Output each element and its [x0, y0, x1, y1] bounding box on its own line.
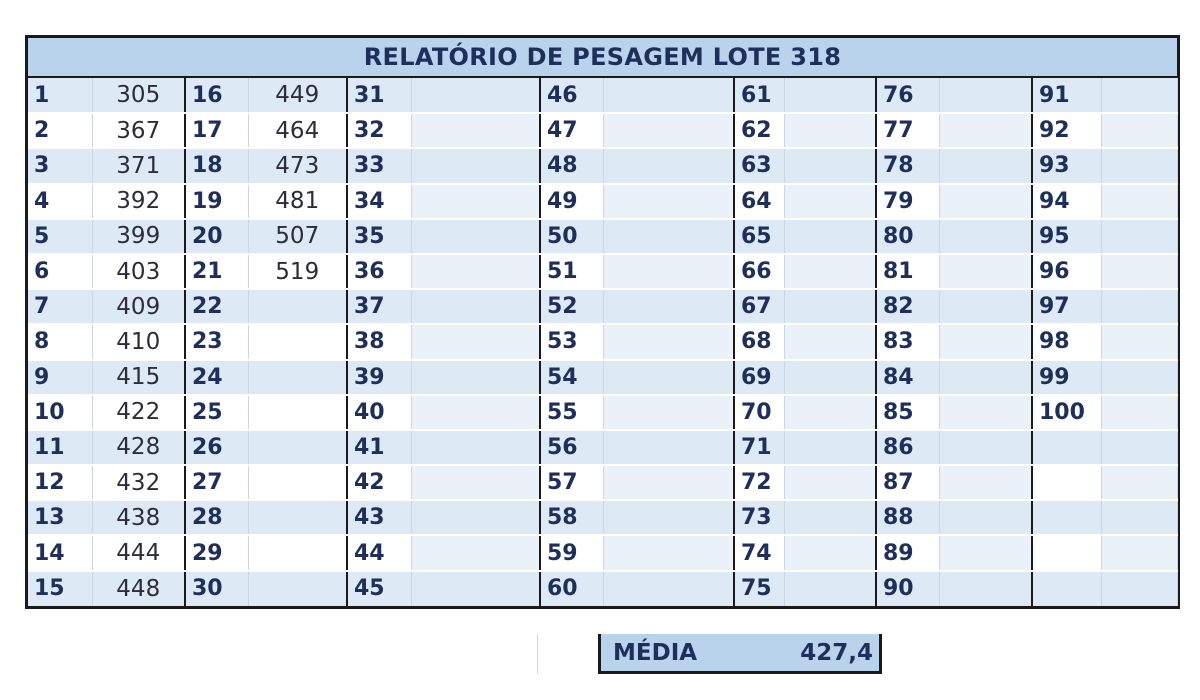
average-label: MÉDIA	[613, 639, 698, 666]
weight-cell	[603, 113, 734, 148]
weight-cell	[603, 535, 734, 570]
weight-cell	[411, 395, 540, 430]
weight-cell	[1101, 148, 1177, 183]
animal-number	[1032, 465, 1101, 500]
animal-number: 64	[734, 184, 784, 219]
weight-cell	[939, 254, 1032, 289]
weight-cell: 305	[92, 78, 185, 113]
weight-cell	[784, 289, 876, 324]
weight-cell	[411, 571, 540, 606]
animal-number: 17	[185, 113, 248, 148]
weight-cell	[784, 360, 876, 395]
animal-number: 41	[347, 430, 411, 465]
animal-number: 84	[876, 360, 939, 395]
animal-number: 8	[28, 324, 92, 359]
table-row	[28, 535, 1177, 570]
weight-cell	[248, 324, 347, 359]
animal-number: 35	[347, 219, 411, 254]
weight-cell	[603, 395, 734, 430]
weight-cell: 422	[92, 395, 185, 430]
table-row	[28, 324, 1177, 359]
animal-number: 12	[28, 465, 92, 500]
weight-cell: 410	[92, 324, 185, 359]
animal-number: 37	[347, 289, 411, 324]
animal-number: 55	[540, 395, 603, 430]
animal-number: 93	[1032, 148, 1101, 183]
weight-cell	[603, 500, 734, 535]
weight-cell	[248, 360, 347, 395]
animal-number: 23	[185, 324, 248, 359]
weight-cell	[603, 148, 734, 183]
animal-number: 46	[540, 78, 603, 113]
weight-cell	[784, 78, 876, 113]
weight-cell	[603, 184, 734, 219]
animal-number: 89	[876, 535, 939, 570]
weight-cell: 481	[248, 184, 347, 219]
animal-number: 21	[185, 254, 248, 289]
animal-number: 71	[734, 430, 784, 465]
animal-number: 11	[28, 430, 92, 465]
animal-number: 73	[734, 500, 784, 535]
animal-number: 86	[876, 430, 939, 465]
weight-cell: 449	[248, 78, 347, 113]
weight-cell	[603, 571, 734, 606]
weight-cell	[784, 500, 876, 535]
table-row	[28, 395, 1177, 430]
weight-cell	[411, 113, 540, 148]
average-value: 427,4	[800, 639, 873, 666]
animal-number: 77	[876, 113, 939, 148]
animal-number: 13	[28, 500, 92, 535]
animal-number: 30	[185, 571, 248, 606]
animal-number: 9	[28, 360, 92, 395]
animal-number: 45	[347, 571, 411, 606]
weight-cell: 444	[92, 535, 185, 570]
animal-number: 61	[734, 78, 784, 113]
weight-cell	[784, 254, 876, 289]
weight-cell: 403	[92, 254, 185, 289]
weight-cell: 473	[248, 148, 347, 183]
animal-number: 28	[185, 500, 248, 535]
animal-number: 47	[540, 113, 603, 148]
animal-number: 56	[540, 430, 603, 465]
animal-number: 18	[185, 148, 248, 183]
animal-number: 65	[734, 219, 784, 254]
weight-cell	[939, 430, 1032, 465]
weight-cell	[248, 465, 347, 500]
weight-cell	[411, 289, 540, 324]
weight-cell	[784, 465, 876, 500]
weight-cell: 399	[92, 219, 185, 254]
weight-cell	[784, 184, 876, 219]
weight-cell	[603, 289, 734, 324]
weight-cell: 409	[92, 289, 185, 324]
average-box	[598, 634, 882, 674]
weight-cell	[603, 360, 734, 395]
animal-number: 100	[1032, 395, 1101, 430]
animal-number: 20	[185, 219, 248, 254]
animal-number: 24	[185, 360, 248, 395]
animal-number: 91	[1032, 78, 1101, 113]
table-row	[28, 289, 1177, 324]
weight-cell	[1101, 254, 1177, 289]
weight-cell	[1101, 113, 1177, 148]
table-row	[28, 360, 1177, 395]
animal-number: 60	[540, 571, 603, 606]
animal-number: 95	[1032, 219, 1101, 254]
animal-number: 59	[540, 535, 603, 570]
weight-cell	[1101, 395, 1177, 430]
animal-number: 26	[185, 430, 248, 465]
animal-number: 51	[540, 254, 603, 289]
weight-cell	[411, 500, 540, 535]
animal-number	[1032, 500, 1101, 535]
weight-cell	[603, 324, 734, 359]
animal-number: 83	[876, 324, 939, 359]
weight-cell	[411, 360, 540, 395]
weight-cell	[411, 535, 540, 570]
weight-cell	[784, 571, 876, 606]
animal-number: 57	[540, 465, 603, 500]
weight-cell	[784, 113, 876, 148]
animal-number: 85	[876, 395, 939, 430]
animal-number: 90	[876, 571, 939, 606]
weight-cell	[939, 148, 1032, 183]
animal-number: 52	[540, 289, 603, 324]
weight-cell: 464	[248, 113, 347, 148]
weight-cell	[248, 500, 347, 535]
weight-cell	[784, 324, 876, 359]
weight-cell	[411, 324, 540, 359]
weight-cell	[603, 254, 734, 289]
weight-cell	[1101, 219, 1177, 254]
weight-cell	[411, 254, 540, 289]
weight-cell	[784, 535, 876, 570]
weight-cell	[411, 219, 540, 254]
animal-number: 81	[876, 254, 939, 289]
weight-cell	[1101, 289, 1177, 324]
animal-number: 6	[28, 254, 92, 289]
weight-cell	[1101, 324, 1177, 359]
weight-cell	[603, 465, 734, 500]
weight-cell: 392	[92, 184, 185, 219]
weight-cell	[939, 395, 1032, 430]
animal-number: 68	[734, 324, 784, 359]
weight-cell: 519	[248, 254, 347, 289]
weight-cell: 371	[92, 148, 185, 183]
table-row	[28, 148, 1177, 183]
animal-number: 50	[540, 219, 603, 254]
divider-line	[537, 634, 538, 674]
weight-cell: 415	[92, 360, 185, 395]
weight-cell	[411, 465, 540, 500]
weight-cell	[248, 535, 347, 570]
animal-number: 25	[185, 395, 248, 430]
animal-number: 32	[347, 113, 411, 148]
weighing-table	[28, 78, 1178, 606]
animal-number: 53	[540, 324, 603, 359]
animal-number	[1032, 430, 1101, 465]
weight-cell	[1101, 360, 1177, 395]
weight-cell	[248, 571, 347, 606]
animal-number: 58	[540, 500, 603, 535]
weight-cell	[939, 324, 1032, 359]
table-row	[28, 571, 1177, 606]
animal-number: 5	[28, 219, 92, 254]
weight-cell	[939, 360, 1032, 395]
weight-cell	[939, 219, 1032, 254]
animal-number: 97	[1032, 289, 1101, 324]
animal-number: 10	[28, 395, 92, 430]
weight-cell	[1101, 535, 1177, 570]
animal-number: 74	[734, 535, 784, 570]
animal-number: 43	[347, 500, 411, 535]
weight-cell	[939, 289, 1032, 324]
animal-number: 19	[185, 184, 248, 219]
weight-cell	[1101, 571, 1177, 606]
animal-number: 92	[1032, 113, 1101, 148]
animal-number: 96	[1032, 254, 1101, 289]
weight-cell	[1101, 184, 1177, 219]
animal-number: 22	[185, 289, 248, 324]
animal-number: 14	[28, 535, 92, 570]
weight-cell	[939, 113, 1032, 148]
animal-number: 78	[876, 148, 939, 183]
weight-cell	[248, 289, 347, 324]
weight-cell	[411, 430, 540, 465]
table-row	[28, 465, 1177, 500]
animal-number: 44	[347, 535, 411, 570]
animal-number: 39	[347, 360, 411, 395]
animal-number: 3	[28, 148, 92, 183]
weight-cell	[1101, 78, 1177, 113]
table-row	[28, 78, 1177, 113]
weight-cell: 367	[92, 113, 185, 148]
animal-number: 34	[347, 184, 411, 219]
animal-number: 70	[734, 395, 784, 430]
weight-cell	[411, 184, 540, 219]
weight-cell	[603, 219, 734, 254]
weight-cell	[248, 395, 347, 430]
animal-number: 63	[734, 148, 784, 183]
animal-number: 80	[876, 219, 939, 254]
animal-number: 2	[28, 113, 92, 148]
animal-number: 16	[185, 78, 248, 113]
animal-number	[1032, 571, 1101, 606]
animal-number: 82	[876, 289, 939, 324]
weight-cell: 438	[92, 500, 185, 535]
animal-number: 88	[876, 500, 939, 535]
animal-number: 69	[734, 360, 784, 395]
animal-number: 27	[185, 465, 248, 500]
animal-number: 4	[28, 184, 92, 219]
animal-number: 66	[734, 254, 784, 289]
animal-number: 36	[347, 254, 411, 289]
animal-number: 29	[185, 535, 248, 570]
weight-cell	[1101, 500, 1177, 535]
table-row	[28, 430, 1177, 465]
animal-number: 54	[540, 360, 603, 395]
weight-cell	[411, 78, 540, 113]
weight-cell	[939, 535, 1032, 570]
weight-cell: 428	[92, 430, 185, 465]
animal-number: 75	[734, 571, 784, 606]
weight-cell	[939, 78, 1032, 113]
animal-number: 31	[347, 78, 411, 113]
weighing-report	[25, 35, 1180, 609]
animal-number: 62	[734, 113, 784, 148]
weight-cell	[1101, 465, 1177, 500]
table-row	[28, 254, 1177, 289]
table-row	[28, 219, 1177, 254]
animal-number: 1	[28, 78, 92, 113]
weight-cell	[248, 430, 347, 465]
animal-number: 49	[540, 184, 603, 219]
weight-cell	[603, 430, 734, 465]
weight-cell	[939, 500, 1032, 535]
animal-number: 15	[28, 571, 92, 606]
table-row	[28, 184, 1177, 219]
table-row	[28, 500, 1177, 535]
weight-cell	[784, 148, 876, 183]
animal-number: 98	[1032, 324, 1101, 359]
animal-number: 42	[347, 465, 411, 500]
animal-number: 99	[1032, 360, 1101, 395]
report-title: RELATÓRIO DE PESAGEM LOTE 318	[28, 38, 1177, 78]
weight-cell	[939, 465, 1032, 500]
weight-cell: 507	[248, 219, 347, 254]
weight-cell	[411, 148, 540, 183]
animal-number: 72	[734, 465, 784, 500]
weight-cell: 432	[92, 465, 185, 500]
animal-number: 67	[734, 289, 784, 324]
weight-cell	[939, 184, 1032, 219]
animal-number: 79	[876, 184, 939, 219]
animal-number: 38	[347, 324, 411, 359]
animal-number: 33	[347, 148, 411, 183]
weight-cell	[784, 395, 876, 430]
table-row	[28, 113, 1177, 148]
animal-number: 40	[347, 395, 411, 430]
weight-cell	[603, 78, 734, 113]
animal-number: 48	[540, 148, 603, 183]
animal-number: 87	[876, 465, 939, 500]
animal-number: 94	[1032, 184, 1101, 219]
weight-cell	[1101, 430, 1177, 465]
weight-cell	[784, 430, 876, 465]
animal-number: 76	[876, 78, 939, 113]
weight-cell	[939, 571, 1032, 606]
animal-number: 7	[28, 289, 92, 324]
weight-cell: 448	[92, 571, 185, 606]
weight-cell	[784, 219, 876, 254]
animal-number	[1032, 535, 1101, 570]
